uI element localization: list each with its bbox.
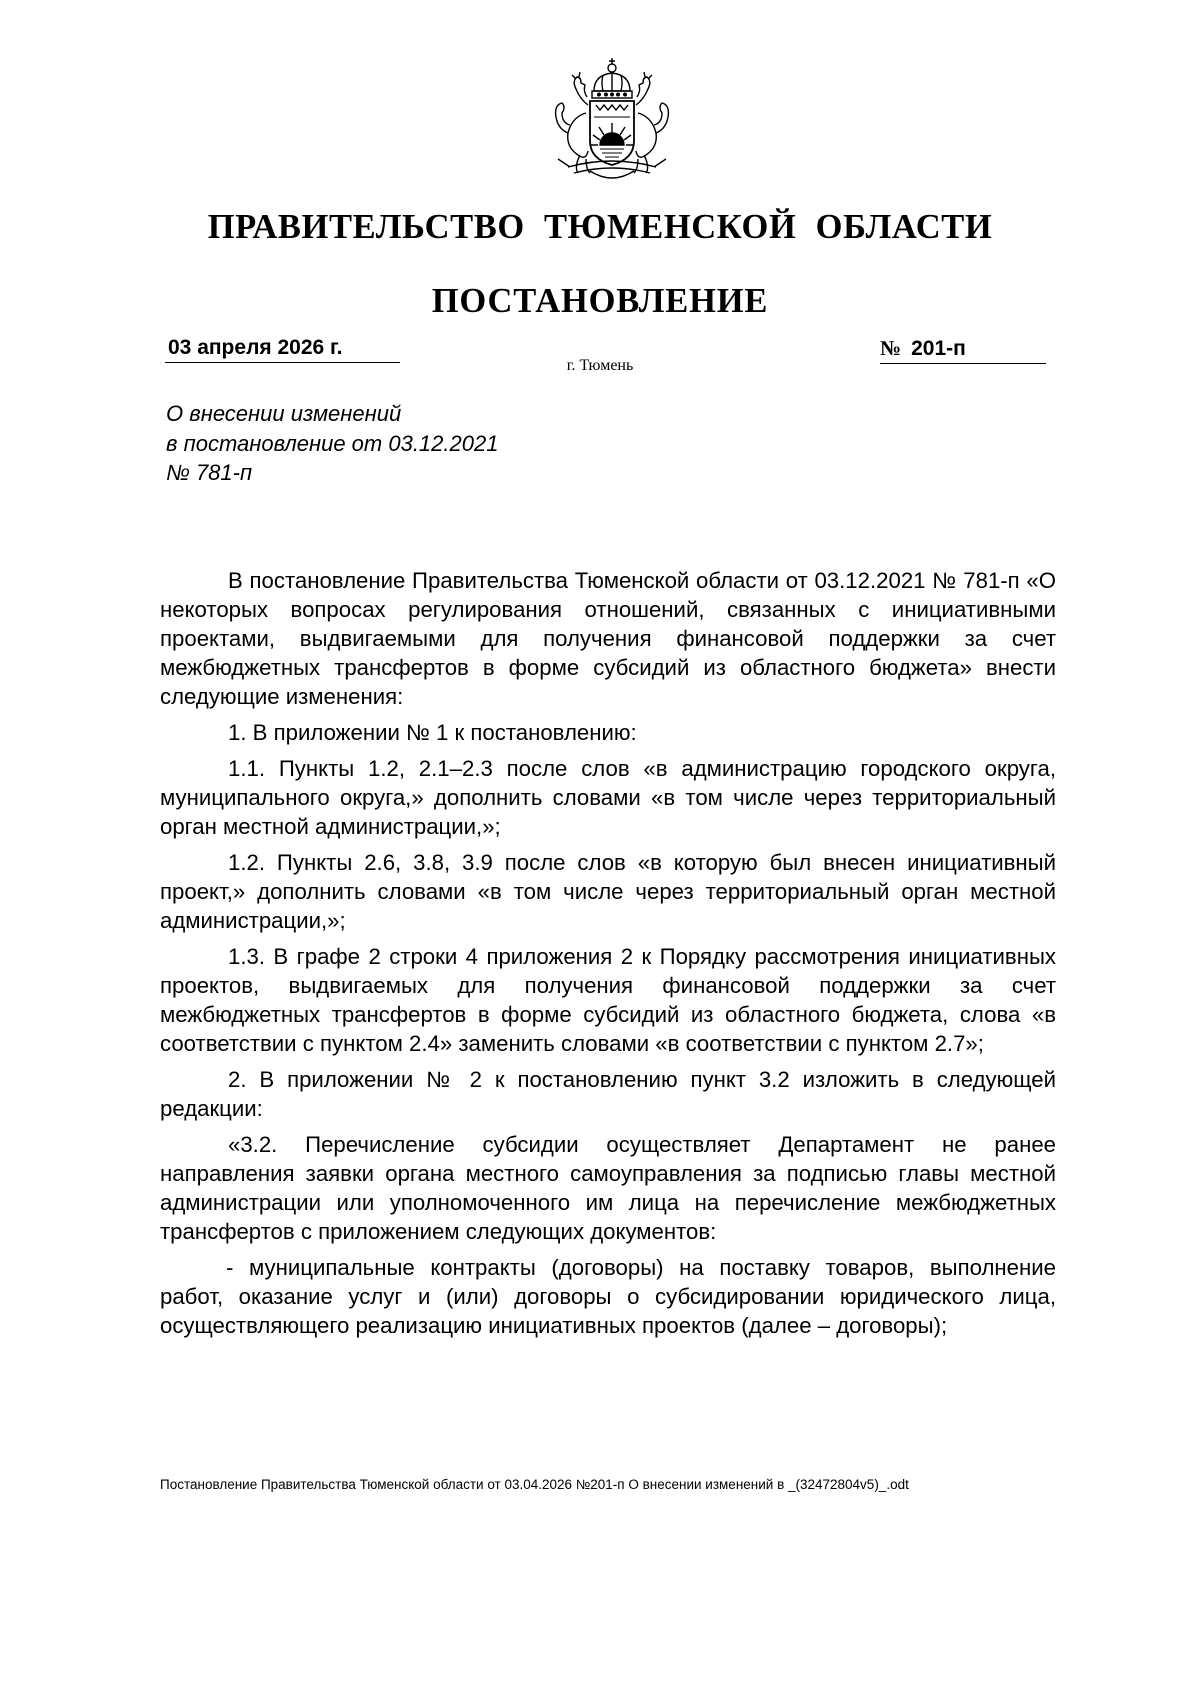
right-sable-icon xyxy=(634,72,668,173)
left-sable-icon xyxy=(556,72,590,173)
body-paragraph: 1. В приложении № 1 к постановлению: xyxy=(228,720,637,745)
number-value: 201-п xyxy=(911,337,966,360)
document-footer: Постановление Правительства Тюменской области от 03.04.2026 №201-п О внесении изменений в _(32472804v5)_.odt xyxy=(160,1477,909,1492)
body-paragraph: 1.1. Пункты 1.2, 2.1–2.3 после слов «в администрацию городского округа, муниципального округа,» дополнить словами «в том числе через территориальный орган местной администрации,»; xyxy=(160,756,1056,839)
ribbon-icon xyxy=(558,159,666,178)
city-label: г. Тюмень xyxy=(566,357,634,374)
body-paragraph: «3.2. Перечисление субсидии осуществляет Департамент не ранее направления заявки органа местного самоуправления за подписью главы местной администрации или уполномоченного им лица на перечисление межбюджетных трансфертов с приложением следующих документов: xyxy=(160,1132,1056,1244)
crown-icon xyxy=(592,58,632,98)
body-paragraph: 2. В приложении № 2 к постановлению пункт 3.2 изложить в следующей редакции: xyxy=(160,1067,1056,1121)
body-paragraph: В постановление Правительства Тюменской области от 03.12.2021 № 781-п «О некоторых вопросах регулирования отношений, связанных с инициативными проектами, выдвигаемыми для получения финансовой поддержки за счет межбюджетных трансфертов в форме субсидий из областного бюджета» внести следующие изменения: xyxy=(160,568,1056,709)
subject-line: О внесении изменений xyxy=(166,401,402,426)
document-subject xyxy=(166,399,498,488)
body-paragraph: 1.2. Пункты 2.6, 3.8, 3.9 после слов «в которую был внесен инициативный проект,» дополнить словами «в том числе через территориальный орган местной администрации,»; xyxy=(160,850,1056,933)
coat-of-arms-emblem xyxy=(550,55,674,185)
body-paragraph: - муниципальные контракты (договоры) на поставку товаров, выполнение работ, оказание услуг и (или) договоры о субсидировании юридического лица, осуществляющего реализацию инициативных проектов (далее – договоры); xyxy=(160,1255,1056,1338)
document-date: 03 апреля 2026 г. xyxy=(165,336,400,363)
document-body xyxy=(160,566,1056,1347)
body-paragraph: 1.3. В графе 2 строки 4 приложения 2 к Порядку рассмотрения инициативных проектов, выдвигаемых для получения финансовой поддержки за счет межбюджетных трансфертов в форме субсидий из областного бюджета, слова «в соответствии с пунктом 2.4» заменить словами «в соответствии с пунктом 2.7»; xyxy=(160,944,1056,1056)
subject-line: в постановление от 03.12.2021 xyxy=(166,430,499,456)
number-sign: № xyxy=(880,336,902,360)
document-type-title: ПОСТАНОВЛЕНИЕ xyxy=(431,282,769,320)
subject-line: № 781-п xyxy=(166,460,253,485)
government-title: ПРАВИТЕЛЬСТВО ТЮМЕНСКОЙ ОБЛАСТИ xyxy=(207,208,993,246)
shield-icon xyxy=(590,101,634,165)
